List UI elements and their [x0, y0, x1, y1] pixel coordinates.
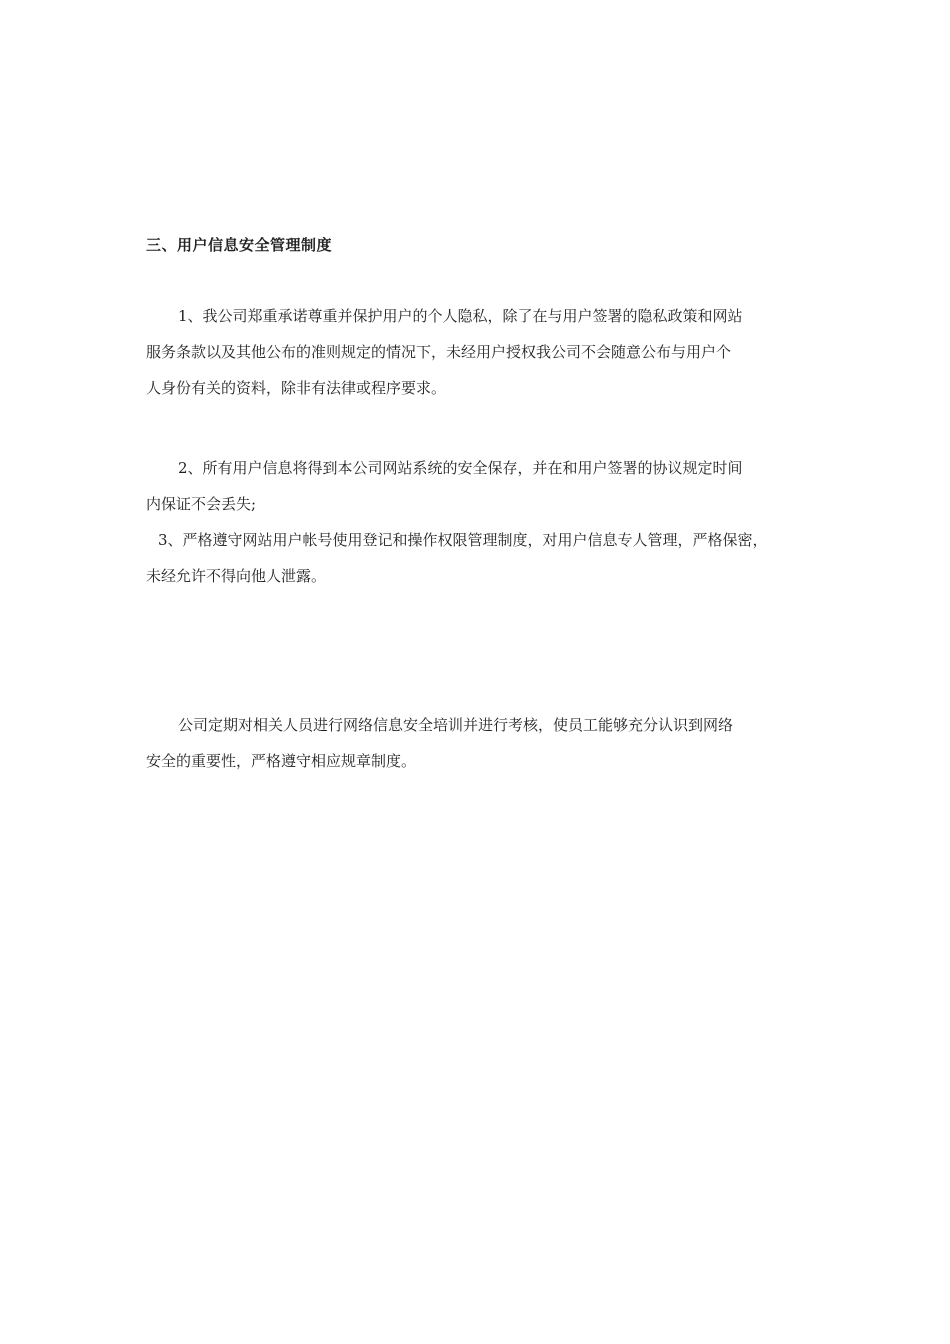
paragraph-line: 1、我公司郑重承诺尊重并保护用户的个人隐私，除了在与用户签署的隐私政策和网站 — [178, 307, 743, 325]
paragraph-line: 2、所有用户信息将得到本公司网站系统的安全保存，并在和用户签署的协议规定时间 — [178, 459, 743, 477]
paragraph-line: 内保证不会丢失; — [146, 495, 257, 513]
paragraph-line: 未经允许不得向他人泄露。 — [146, 567, 327, 585]
paragraph-line: 公司定期对相关人员进行网络信息安全培训并进行考核，使员工能够充分认识到网络 — [178, 716, 734, 734]
paragraph-line: 人身份有关的资料，除非有法律或程序要求。 — [146, 379, 447, 397]
paragraph-account-management — [146, 522, 806, 594]
paragraph-security-training — [146, 707, 806, 779]
paragraph-line: 服务条款以及其他公布的准则规定的情况下，未经用户授权我公司不会随意公布与用户个 — [146, 343, 732, 361]
paragraph-line: 3、严格遵守网站用户帐号使用登记和操作权限管理制度，对用户信息专人管理，严格保密， — [158, 531, 768, 549]
section-heading: 三、用户信息安全管理制度 — [146, 236, 333, 254]
paragraph-privacy-commitment — [146, 298, 806, 406]
paragraph-line: 安全的重要性，严格遵守相应规章制度。 — [146, 752, 417, 770]
paragraph-data-storage — [146, 450, 806, 522]
